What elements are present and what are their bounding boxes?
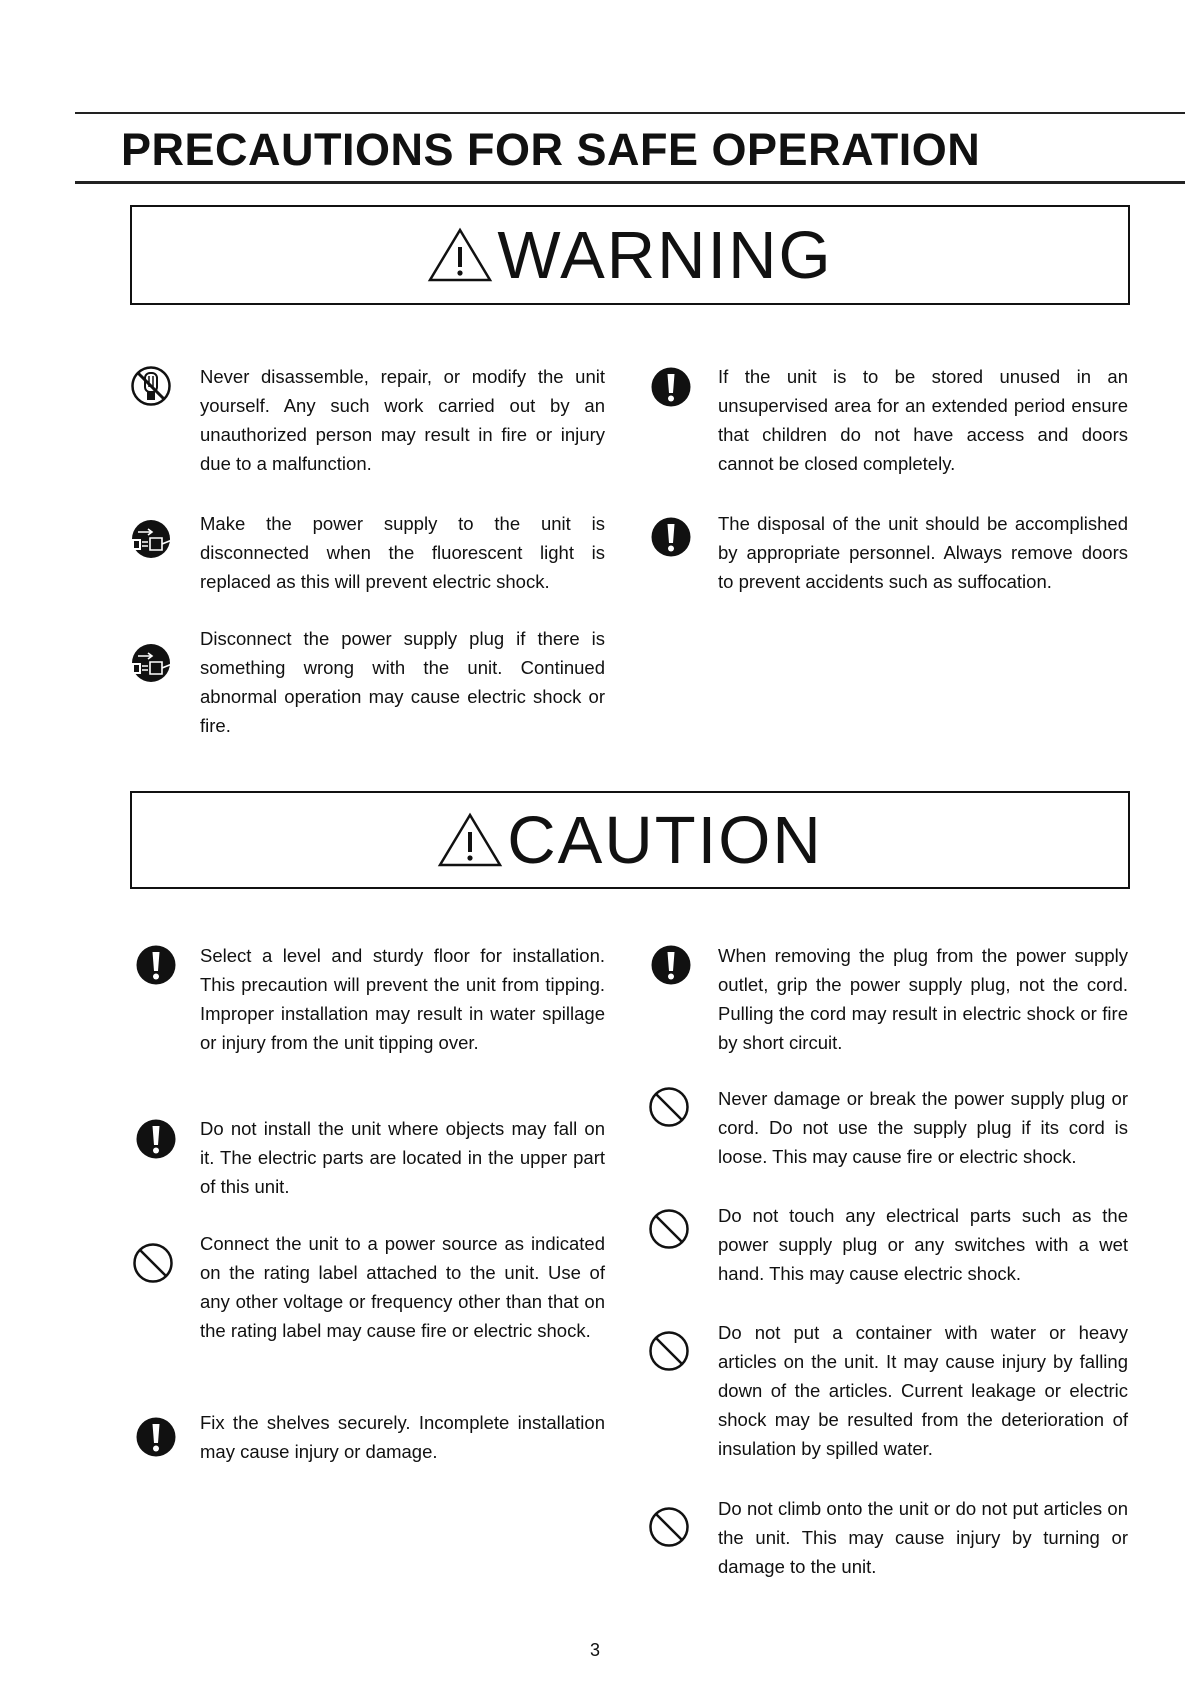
- caution-label: CAUTION: [507, 802, 823, 878]
- title-bottom-rule: [75, 181, 1185, 184]
- unplug-icon: [130, 642, 172, 684]
- warning-item-disposal: The disposal of the unit should be accomplished by appropriate personnel. Always remove doors to prevent accidents such as suffocation.: [718, 513, 1128, 592]
- warning-item-replace-light: Make the power supply to the unit is disconnected when the fluorescent light is replaced as this will prevent electric shock.: [200, 513, 605, 592]
- page-title: PRECAUTIONS FOR SAFE OPERATION: [121, 124, 981, 175]
- caution-item-climb: Do not climb onto the unit or do not put articles on the unit. This may cause injury by turning or damage to the unit.: [718, 1498, 1128, 1577]
- warning-triangle-icon: [427, 227, 493, 283]
- caution-banner: [130, 791, 1130, 889]
- no-disassembly-icon: [130, 365, 172, 407]
- warning-item-storage: If the unit is to be stored unused in an unsupervised area for an extended period ensure that children do not have access and doors cannot be closed completely.: [718, 366, 1128, 474]
- caution-triangle-icon: [437, 812, 503, 868]
- prohibited-icon: [648, 1208, 690, 1250]
- prohibited-icon: [132, 1242, 174, 1284]
- mandatory-icon: [135, 944, 177, 986]
- unplug-icon: [130, 518, 172, 560]
- page-number: 3: [589, 1640, 600, 1660]
- warning-item-no-disassembly: Never disassemble, repair, or modify the unit yourself. Any such work carried out by an unauthorized person may result in fire or injury due to a malfunction.: [200, 366, 605, 474]
- mandatory-icon: [135, 1118, 177, 1160]
- mandatory-icon: [650, 516, 692, 558]
- caution-item-level-floor: Select a level and sturdy floor for installation. This precaution will prevent the unit from tipping. Improper installation may result in water spillage or injury from the unit tipping over.: [200, 945, 605, 1053]
- mandatory-icon: [135, 1416, 177, 1458]
- mandatory-icon: [650, 944, 692, 986]
- warning-item-disconnect-plug: Disconnect the power supply plug if there is something wrong with the unit. Continued abnormal operation may cause electric shock or fire.: [200, 628, 605, 736]
- warning-label: WARNING: [497, 217, 833, 293]
- caution-item-container-water: Do not put a container with water or heavy articles on the unit. It may cause injury by falling down of the articles. Current leakage or electric shock may be resulted from the deterioration of insulation by spilled water.: [718, 1322, 1128, 1459]
- prohibited-icon: [648, 1506, 690, 1548]
- caution-item-falling-objects: Do not install the unit where objects may fall on it. The electric parts are located in the upper part of this unit.: [200, 1118, 605, 1197]
- prohibited-icon: [648, 1330, 690, 1372]
- caution-item-damaged-cord: Never damage or break the power supply plug or cord. Do not use the supply plug if its cord is loose. This may cause fire or electric shock.: [718, 1088, 1128, 1167]
- title-top-rule: [75, 112, 1185, 114]
- caution-item-power-source: Connect the unit to a power source as indicated on the rating label attached to the unit. Use of any other voltage or frequency other than that on the rating label may cause fire or electric shock.: [200, 1233, 605, 1341]
- caution-item-shelves: Fix the shelves securely. Incomplete installation may cause injury or damage.: [200, 1412, 605, 1462]
- caution-item-remove-plug: When removing the plug from the power supply outlet, grip the power supply plug, not the cord. Pulling the cord may result in electric shock or fire by short circuit.: [718, 945, 1128, 1053]
- warning-banner: [130, 205, 1130, 305]
- mandatory-icon: [650, 366, 692, 408]
- prohibited-icon: [648, 1086, 690, 1128]
- caution-item-wet-hand: Do not touch any electrical parts such as the power supply plug or any switches with a wet hand. This may cause electric shock.: [718, 1205, 1128, 1284]
